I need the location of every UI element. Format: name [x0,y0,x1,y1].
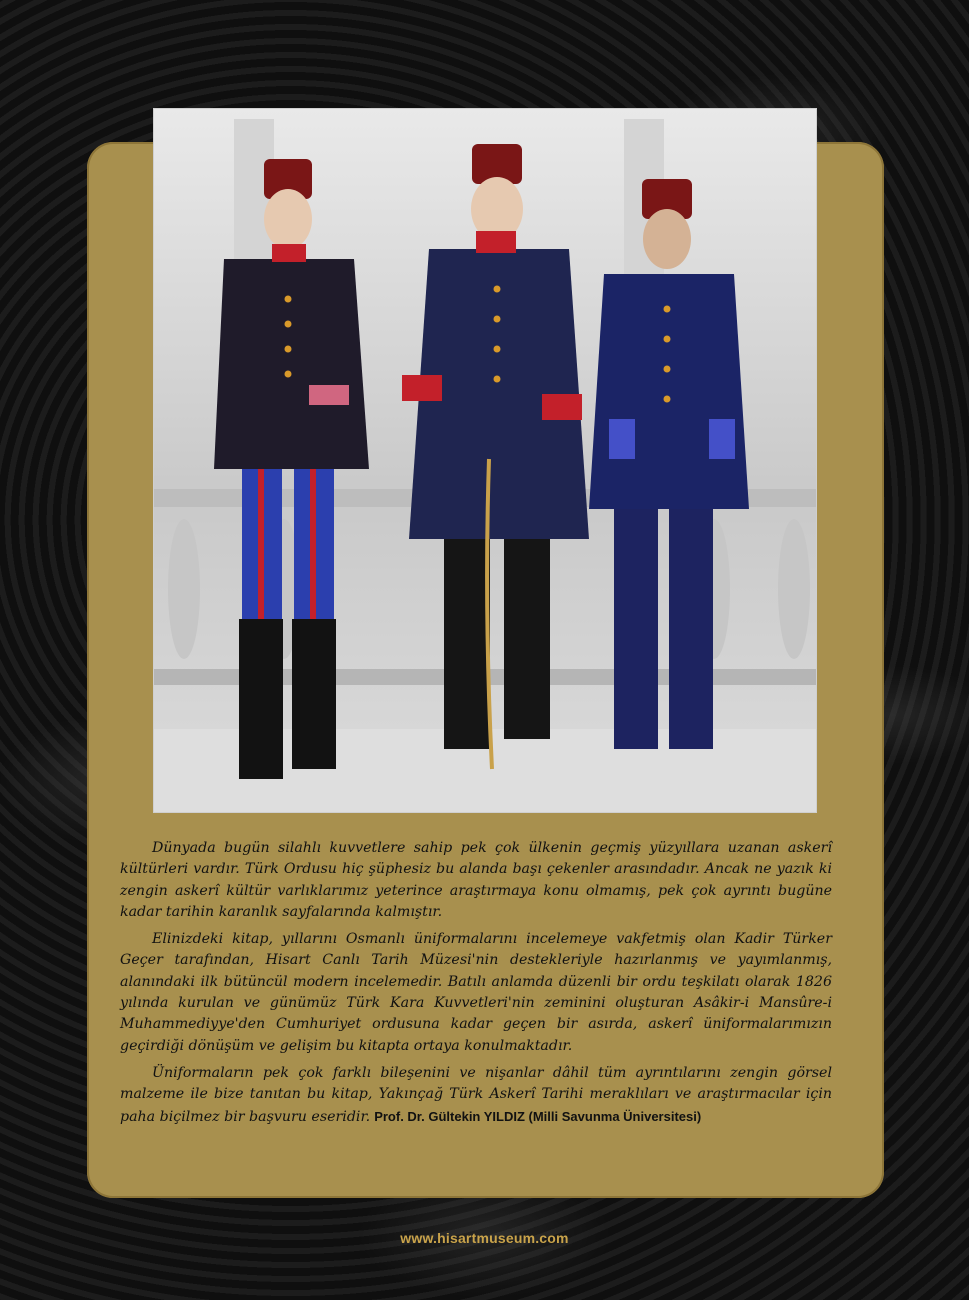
paragraph-1: Dünyada bugün silahlı kuvvetlere sahip pek çok ülkenin geçmiş yüzyıllara uzanan askerî kültürleri vardır. Türk Ordusu hiç şüphesiz bu alanda başı çekenler arasındadır. Ancak ne yazık ki zengin askerî kültür varlıklarımız yeterince araştırmaya konu olmamış, pek çok ayrıntı bugüne kadar tarihin karanlık sayfalarında kalmıştır. [120,840,832,920]
paragraph-2: Elinizdeki kitap, yıllarını Osmanlı üniformalarını incelemeye vakfetmiş olan Kadir Türker Geçer tarafından, Hisart Canlı Tarih Müzesi'nin destekleriyle hazırlanmış ve yayımlanmış, alanındaki ilk bütüncül modern incelemedir. Batılı anlamda düzenli bir ordu teşkilatı olarak 1826 yılında kurulan ve günümüz Türk Kara Kuvvetleri'nin zeminini oluşturan Asâkir-i Mansûre-i Muhammediyye'den Cumhuriyet ordusuna kadar geçen bir asırda, askerî üniformalarımızın geçirdiği dönüşüm ve gelişim bu kitapta ortaya konulmaktadır. [120,931,832,1054]
historical-photograph [153,108,817,813]
paragraph-3-text: Üniformaların pek çok farklı bileşenini ve nişanlar dâhil tüm ayrıntılarını zengin görsel malzeme ile bize tanıtan bu kitap, Yakınçağ Türk Askerî Tarihi meraklıları ve araştırmacılar için paha biçilmez bir başvuru eseridir. [120,1064,832,1125]
author-signature: Prof. Dr. Gültekin YILDIZ (Milli Savunma Üniversitesi) [374,1108,702,1124]
paragraph-3 [120,1063,832,1128]
website-link[interactable]: www.hisartmuseum.com [400,1230,569,1246]
uniform-photo-illustration [154,109,816,812]
intro-text [120,838,832,1134]
